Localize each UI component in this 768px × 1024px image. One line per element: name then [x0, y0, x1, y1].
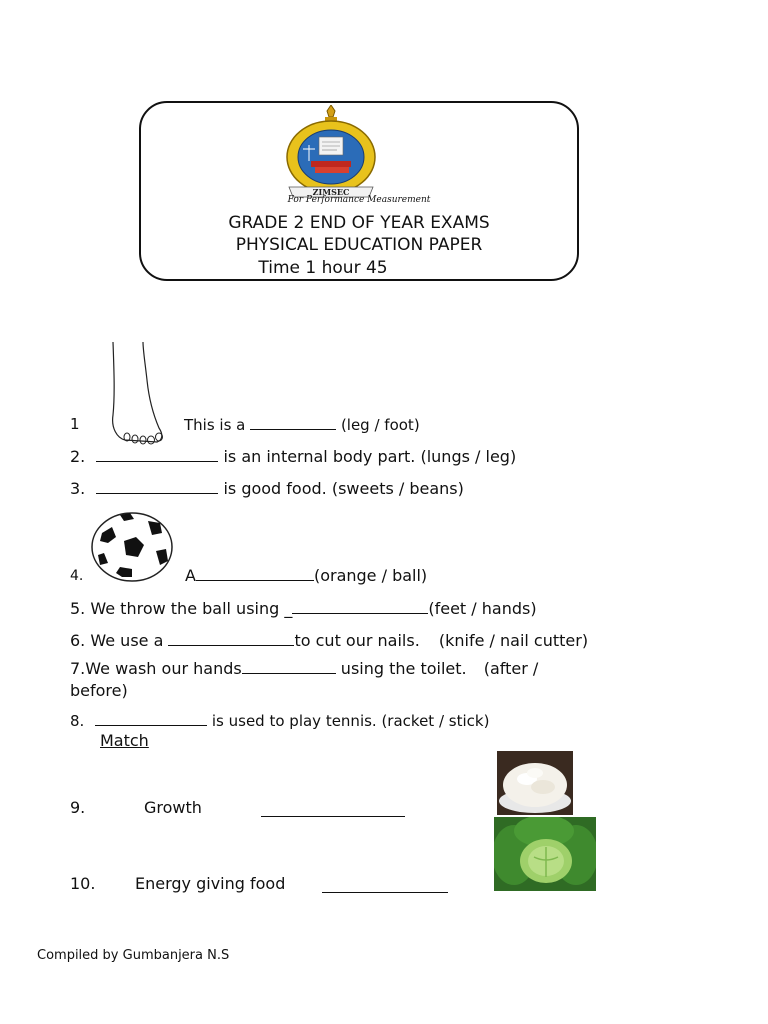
question-4-options: (orange / ball) — [313, 566, 428, 585]
cabbage-icon — [494, 817, 596, 891]
compiled-by-footer: Compiled by Gumbanjera N.S — [37, 948, 230, 963]
match-item-9-label: Growth — [144, 798, 202, 817]
question-6-text-after: to cut our nails. — [294, 631, 420, 650]
question-4-text: A — [185, 566, 196, 585]
question-2-number: 2. — [70, 447, 86, 466]
question-6 — [70, 631, 588, 650]
question-1-options: (leg / foot) — [340, 416, 420, 434]
answer-blank-3[interactable] — [96, 479, 218, 494]
question-4 — [185, 566, 427, 585]
match-item-10-number: 10. — [70, 874, 96, 893]
question-5-options: (feet / hands) — [428, 599, 537, 618]
question-8 — [70, 711, 489, 730]
question-7-text: We wash our hands — [85, 659, 242, 678]
answer-blank-8[interactable] — [95, 711, 207, 726]
question-4-number: 4. — [70, 568, 84, 584]
answer-blank-1[interactable] — [250, 415, 336, 430]
match-item-9-number: 9. — [70, 798, 86, 817]
question-5-text: We throw the ball using _ — [90, 599, 293, 618]
question-5-number: 5. — [70, 599, 86, 618]
exam-time: Time 1 hour 45 — [258, 258, 388, 278]
question-7-text-after: using the toilet. — [340, 659, 467, 678]
match-item-10-label: Energy giving food — [135, 874, 286, 893]
question-2 — [70, 447, 516, 466]
question-2-text: is an internal body part. (lungs / leg) — [223, 447, 517, 466]
match-blank-10[interactable] — [322, 892, 448, 893]
question-7-number: 7. — [70, 659, 86, 678]
logo-tagline: For Performance Measurement — [287, 195, 431, 205]
question-1-text: This is a — [184, 416, 246, 434]
logo-banner-text: ZIMSEC — [312, 187, 350, 197]
question-8-text: is used to play tennis. (racket / stick) — [211, 712, 490, 730]
answer-blank-5[interactable] — [292, 599, 428, 614]
soccer-ball-icon — [90, 511, 174, 583]
answer-blank-2[interactable] — [96, 447, 218, 462]
question-3 — [70, 479, 464, 498]
exam-subject: PHYSICAL EDUCATION PAPER — [235, 235, 483, 255]
question-5 — [70, 599, 537, 618]
question-8-number: 8. — [70, 712, 85, 730]
match-heading: Match — [100, 731, 149, 750]
exam-header-box — [139, 101, 579, 281]
question-1 — [184, 415, 420, 434]
exam-title: GRADE 2 END OF YEAR EXAMS — [228, 213, 490, 233]
question-6-text: We use a — [90, 631, 164, 650]
question-7-options: (after / — [483, 659, 539, 678]
question-6-options: (knife / nail cutter) — [438, 631, 589, 650]
answer-blank-4[interactable] — [196, 566, 314, 581]
question-3-number: 3. — [70, 479, 86, 498]
answer-blank-6[interactable] — [168, 631, 294, 646]
rice-bowl-icon — [497, 751, 573, 815]
question-1-number: 1 — [70, 415, 80, 433]
question-7-options-cont: before) — [70, 681, 128, 700]
foot-drawing-icon — [105, 340, 167, 448]
question-6-number: 6. — [70, 631, 86, 650]
answer-blank-7[interactable] — [242, 659, 336, 674]
question-7 — [70, 659, 538, 678]
question-3-text: is good food. (sweets / beans) — [223, 479, 464, 498]
match-blank-9[interactable] — [261, 816, 405, 817]
